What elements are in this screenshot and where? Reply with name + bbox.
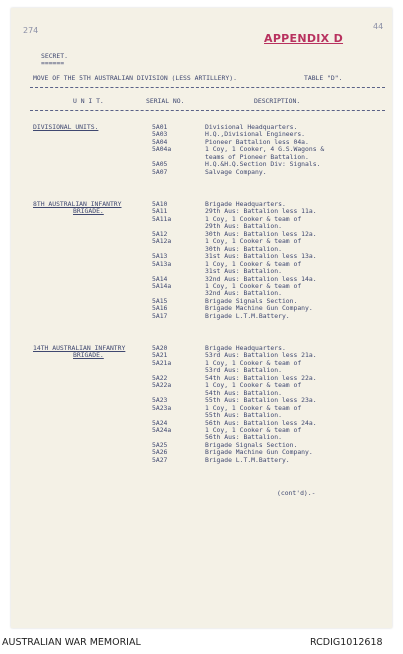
serial-number: 5A17	[152, 311, 168, 320]
serial-number: 5A12	[152, 229, 168, 238]
appendix-label: APPENDIX D	[264, 32, 344, 45]
serial-number: 5A21	[152, 351, 168, 360]
unit-description: 1 Coy, 1 Cooker & team of	[205, 381, 302, 390]
unit-description: 54th Aus: Battalion.	[205, 388, 282, 397]
unit-group-label: BRIGADE.	[73, 207, 104, 216]
serial-number: 5A13	[152, 252, 168, 261]
unit-description: Brigade Signals Section.	[205, 296, 298, 305]
unit-description: 1 Coy, 1 Cooker & team of	[205, 358, 302, 367]
serial-number: 5A21a	[152, 358, 172, 367]
unit-description: 1 Coy, 1 Cooker & team of	[205, 403, 302, 412]
serial-number: 5A14a	[152, 281, 172, 290]
footer-archive-name: AUSTRALIAN WAR MEMORIAL	[2, 637, 141, 648]
header-rule-top	[30, 87, 385, 88]
continued-note: (cont'd).-	[277, 489, 316, 497]
unit-description: 30th Aus: Battalion less 12a.	[205, 229, 317, 238]
unit-description: Brigade Headquarters.	[205, 344, 286, 352]
classification-label: SECRET.	[41, 52, 68, 60]
serial-number: 5A12a	[152, 237, 172, 246]
serial-number: 5A11a	[152, 214, 172, 223]
serial-number: 5A10	[152, 200, 168, 208]
unit-description: 53rd Aus: Battalion.	[205, 366, 282, 375]
unit-description: Brigade Headquarters.	[205, 200, 286, 208]
unit-description: teams of Pioneer Battalion.	[205, 152, 309, 161]
serial-number: 5A07	[152, 167, 168, 176]
unit-description: 1 Coy, 1 Cooker & team of	[205, 259, 302, 268]
serial-number: 5A13a	[152, 259, 172, 268]
pencil-reference-number: 274	[23, 26, 39, 35]
serial-number: 5A23a	[152, 403, 172, 412]
serial-number: 5A15	[152, 296, 168, 305]
unit-description: 29th Aus: Battalion.	[205, 222, 282, 231]
serial-number: 5A26	[152, 448, 168, 457]
serial-number: 5A23	[152, 396, 168, 405]
unit-description: 55th Aus: Battalion less 23a.	[205, 396, 317, 405]
serial-number: 5A14	[152, 274, 168, 283]
unit-description: 30th Aus: Battalion.	[205, 244, 282, 253]
serial-number: 5A24a	[152, 425, 172, 434]
unit-description: Brigade L.T.M.Battery.	[205, 455, 290, 464]
serial-number: 5A22	[152, 373, 168, 382]
unit-description: 32nd Aus: Battalion less 14a.	[205, 274, 317, 283]
classification-underline: ======	[41, 59, 65, 67]
unit-description: 1 Coy, 1 Cooker & team of	[205, 281, 302, 290]
unit-description: 56th Aus: Battalion.	[205, 433, 282, 442]
unit-group-label: BRIGADE.	[73, 351, 104, 360]
header-rule-bottom	[30, 110, 385, 111]
unit-description: 1 Coy, 1 Cooker & team of	[205, 214, 302, 223]
footer-item-id: RCDIG1012618	[310, 637, 383, 648]
unit-description: 55th Aus: Battalion.	[205, 411, 282, 420]
unit-description: Salvage Company.	[205, 167, 267, 176]
serial-number: 5A03	[152, 130, 168, 139]
serial-number: 5A25	[152, 440, 168, 449]
unit-group-label: 8TH AUSTRALIAN INFANTRY	[33, 200, 122, 208]
serial-number: 5A04	[152, 137, 168, 146]
serial-number: 5A11	[152, 207, 168, 216]
serial-number: 5A20	[152, 344, 168, 352]
unit-description: H.Q.&H.Q.Section Div: Signals.	[205, 160, 321, 169]
serial-number: 5A01	[152, 123, 168, 131]
serial-number: 5A22a	[152, 381, 172, 390]
serial-number: 5A27	[152, 455, 168, 464]
unit-description: 53rd Aus: Battalion less 21a.	[205, 351, 317, 360]
serial-number: 5A04a	[152, 145, 172, 154]
unit-description: 1 Coy, 1 Cooker & team of	[205, 425, 302, 434]
document-page	[11, 8, 392, 628]
unit-group-label: 14TH AUSTRALIAN INFANTRY	[33, 344, 126, 352]
unit-description: 1 Coy, 1 Cooker & team of	[205, 237, 302, 246]
pencil-page-number: 44	[373, 22, 384, 31]
serial-number: 5A16	[152, 304, 168, 313]
unit-description: Pioneer Battalion less 04a.	[205, 137, 309, 146]
column-header-serial: SERIAL NO.	[146, 97, 185, 105]
unit-description: Brigade Signals Section.	[205, 440, 298, 449]
column-header-description: DESCRIPTION.	[254, 97, 301, 105]
unit-description: H.Q.,Divisional Engineers.	[205, 130, 306, 139]
unit-description: 31st Aus: Battalion less 13a.	[205, 252, 317, 261]
column-header-unit: U N I T.	[73, 97, 104, 105]
unit-description: 56th Aus: Battalion less 24a.	[205, 418, 317, 427]
unit-description: 31st Aus: Battalion.	[205, 267, 282, 276]
unit-description: Divisional Headquarters.	[205, 123, 298, 131]
unit-description: Brigade L.T.M.Battery.	[205, 311, 290, 320]
table-label: TABLE "D".	[304, 74, 343, 82]
unit-description: 1 Coy, 1 Cooker, 4 G.S.Wagons &	[205, 145, 325, 154]
unit-description: 29th Aus: Battalion less 11a.	[205, 207, 317, 216]
unit-group-label: DIVISIONAL UNITS.	[33, 123, 99, 131]
serial-number: 5A05	[152, 160, 168, 169]
unit-description: 54th Aus: Battalion less 22a.	[205, 373, 317, 382]
unit-description: Brigade Machine Gun Company.	[205, 448, 313, 457]
unit-description: 32nd Aus: Battalion.	[205, 289, 282, 298]
unit-description: Brigade Machine Gun Company.	[205, 304, 313, 313]
document-title: MOVE OF THE 5TH AUSTRALIAN DIVISION (LESS ARTILLERY).	[33, 74, 237, 82]
serial-number: 5A24	[152, 418, 168, 427]
